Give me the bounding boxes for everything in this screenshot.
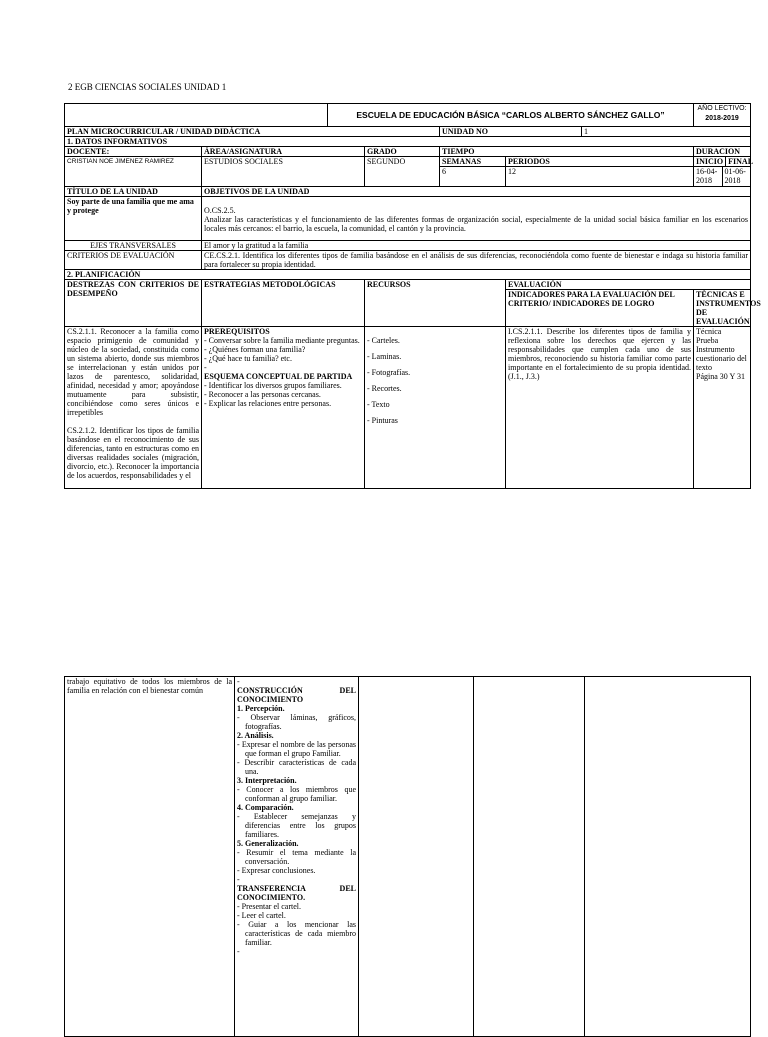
transfer-item: - Leer el cartel. bbox=[237, 911, 356, 920]
recursos-header: RECURSOS bbox=[365, 280, 506, 327]
tecnicas-cont-cell bbox=[585, 677, 751, 1037]
recursos-cont-cell bbox=[359, 677, 474, 1037]
area-label: ÁREA/ASIGNATURA bbox=[202, 147, 365, 157]
recurso-item: - Recortes. bbox=[367, 384, 503, 393]
objetivos-value bbox=[202, 197, 751, 241]
estrategias-cont-cell bbox=[235, 677, 359, 1037]
step-item: - Observar láminas, gráficos, fotografías. bbox=[237, 713, 356, 731]
dash-line: - bbox=[237, 875, 240, 884]
duracion-label: DURACION bbox=[694, 147, 751, 157]
prerequisito-item bbox=[204, 363, 362, 372]
step-item: - Conocer a los miembros que conforman al grupo familiar. bbox=[237, 785, 356, 803]
recurso-item: - Pinturas bbox=[367, 416, 503, 425]
tecnica-line: cuestionario del texto bbox=[696, 354, 747, 372]
criterios-value: CE.CS.2.1. Identifica los diferentes tipos de familia basándose en el análisis de sus diferencias, reconociéndola como fuente de bienestar e indaga su historia familiar para fortalecer su propia identidad. bbox=[202, 251, 751, 270]
tecnicas-cell bbox=[694, 327, 751, 489]
criterios-label: CRITERIOS DE EVALUACIÓN bbox=[65, 251, 202, 270]
esquema-item: - Explicar las relaciones entre personas. bbox=[204, 399, 362, 408]
destrezas-cont-cell: trabajo equitativo de todos los miembros de la familia en relación con el bienestar común bbox=[65, 677, 235, 1037]
estrategias-cell bbox=[202, 327, 365, 489]
destreza-1: CS.2.1.1. Reconocer a la familia como espacio primigenio de comunidad y núcleo de la sociedad, constituida como un sistema abierto, donde sus miembros se interrelacionan y están unidos por lazos de parentesco, solidaridad, afinidad, necesidad y amor; apoyándose mutuamente para subsistir, concibiéndose como seres únicos e irrepetibles bbox=[67, 327, 199, 417]
recurso-item: - Texto bbox=[367, 400, 503, 409]
final-value: 01-06-2018 bbox=[722, 167, 751, 186]
docente-label: DOCENTE: bbox=[65, 147, 202, 157]
planning-table bbox=[64, 103, 761, 489]
step-percepcion: 1. Percepción. bbox=[237, 704, 285, 713]
step-item: - Expresar el nombre de las personas que forman el grupo Familiar. bbox=[237, 740, 356, 758]
school-year bbox=[694, 104, 751, 127]
objetivo-text: Analizar las características y el funcionamiento de las diferentes formas de organización social, especialmente de la unidad social básica familiar en los escenarios locales más cercanos: el barrio, la escuela, la comunidad, el cantón y la provincia. bbox=[204, 215, 749, 233]
unit-value: 1 bbox=[582, 127, 751, 137]
document-title: 2 EGB CIENCIAS SOCIALES UNIDAD 1 bbox=[68, 82, 227, 92]
tecnica-line: Técnica bbox=[696, 327, 722, 336]
dash-line: - bbox=[237, 947, 240, 956]
year-label: AÑO LECTIVO: bbox=[697, 105, 747, 112]
prerequisito-item: - ¿Qué hace tu familia? etc. bbox=[204, 354, 362, 363]
section-planificacion: 2. PLANIFICACIÓN bbox=[65, 270, 751, 280]
indicador-cont-cell bbox=[474, 677, 585, 1037]
estrategias-header: ESTRATEGIAS METODOLÓGICAS bbox=[202, 280, 365, 327]
prerequisito-item: - Conversar sobre la familia mediante preguntas. bbox=[204, 336, 362, 345]
school-name: ESCUELA DE EDUCACIÓN BÁSICA “CARLOS ALBERTO SÁNCHEZ GALLO” bbox=[328, 104, 694, 127]
titulo-value: Soy parte de una familia que me ama y protege bbox=[65, 197, 202, 241]
year-value: 2018-2019 bbox=[705, 115, 739, 122]
dash-line: - bbox=[237, 677, 240, 686]
header-empty-cell bbox=[65, 104, 328, 127]
final-label: FINAL bbox=[725, 157, 755, 166]
tecnicas-header: TÉCNICAS E INSTRUMENTOS DE EVALUACIÓN bbox=[694, 290, 751, 327]
inicio-final-labels bbox=[694, 157, 754, 167]
recurso-item: - Laminas. bbox=[367, 352, 503, 361]
prerequisitos-title: PREREQUISITOS bbox=[204, 327, 270, 336]
ejes-value: El amor y la gratitud a la familia bbox=[202, 241, 751, 251]
unit-label: UNIDAD NO bbox=[440, 127, 582, 137]
recurso-item: - Carteles. bbox=[367, 336, 503, 345]
area-value: ESTUDIOS SOCIALES bbox=[202, 157, 365, 187]
step-interpretacion: 3. Interpretación. bbox=[237, 776, 297, 785]
grado-value: SEGUNDO bbox=[365, 157, 440, 187]
evaluacion-header: EVALUACIÓN bbox=[506, 280, 751, 290]
grado-label: GRADO bbox=[365, 147, 440, 157]
semanas-label: SEMANAS bbox=[440, 157, 506, 167]
tecnica-line: Página 30 Y 31 bbox=[696, 372, 745, 381]
destrezas-header: DESTREZAS CON CRITERIOS DE DESEMPEÑO bbox=[65, 280, 202, 327]
semanas-value: 6 bbox=[440, 167, 506, 187]
recursos-cell bbox=[365, 327, 506, 489]
step-generalizacion: 5. Generalización. bbox=[237, 839, 299, 848]
ejes-label: EJES TRANSVERSALES bbox=[65, 241, 202, 251]
step-item: - Describir características de cada una. bbox=[237, 758, 356, 776]
destreza-2: CS.2.1.2. Identificar los tipos de familia basándose en el reconocimiento de sus diferencias, tanto en estructuras como en diversas realidades sociales (migración, divorcio, etc.). Reconocer la importancia de los acuerdos, responsabilidades y el bbox=[67, 426, 199, 480]
transferencia-title: TRANSFERENCIA DEL CONOCIMIENTO. bbox=[237, 884, 356, 902]
esquema-item: - Identificar los diversos grupos familiares. bbox=[204, 381, 362, 390]
step-item: - Expresar conclusiones. bbox=[237, 866, 356, 875]
planning-table-continued bbox=[64, 676, 751, 1037]
step-comparacion: 4. Comparación. bbox=[237, 803, 294, 812]
objetivo-code: O.CS.2.5. bbox=[204, 206, 236, 215]
inicio-final-values bbox=[694, 167, 751, 187]
transfer-item: - Presentar el cartel. bbox=[237, 902, 356, 911]
prerequisito-item: - ¿Quiénes forman una familia? bbox=[204, 345, 362, 354]
esquema-title: ESQUEMA CONCEPTUAL DE PARTIDA bbox=[204, 372, 353, 381]
indicadores-header: INDICADORES PARA LA EVALUACIÓN DEL CRITERIO/ INDICADORES DE LOGRO bbox=[506, 290, 694, 327]
inicio-label: INICIO bbox=[696, 157, 724, 166]
titulo-label: TÍTULO DE LA UNIDAD bbox=[65, 187, 202, 197]
construccion-title: CONSTRUCCIÓN DEL CONOCIMIENTO bbox=[237, 686, 356, 704]
step-item: - Resumir el tema mediante la conversación. bbox=[237, 848, 356, 866]
tiempo-label: TIEMPO bbox=[440, 147, 694, 157]
docente-value: CRISTIAN NOE JIMENEZ RAMIREZ bbox=[65, 157, 202, 187]
objetivos-label: OBJETIVOS DE LA UNIDAD bbox=[202, 187, 751, 197]
inicio-value: 16-04-2018 bbox=[696, 167, 718, 185]
esquema-item: - Reconocer a las personas cercanas. bbox=[204, 390, 362, 399]
tecnica-line: Instrumento bbox=[696, 345, 735, 354]
recurso-item: - Fotografías. bbox=[367, 368, 503, 377]
periodos-label: PERIODOS bbox=[506, 157, 694, 167]
tecnica-line: Prueba bbox=[696, 336, 719, 345]
section-datos-informativos: 1. DATOS INFORMATIVOS bbox=[65, 137, 751, 147]
step-item: - Establecer semejanzas y diferencias entre los grupos familiares. bbox=[237, 812, 356, 839]
periodos-value: 12 bbox=[506, 167, 694, 187]
plan-label: PLAN MICROCURRICULAR / UNIDAD DIDÁCTICA bbox=[65, 127, 440, 137]
destrezas-cell bbox=[65, 327, 202, 489]
indicador-cell: I.CS.2.1.1. Describe los diferentes tipos de familia y reflexiona sobre los derechos que ejercen y las responsabilidades que cumplen cada uno de sus miembros, reconociendo su historia familiar como parte importante en el fortalecimiento de su propia identidad. (J.1., J.3.) bbox=[506, 327, 694, 489]
step-analisis: 2. Análisis. bbox=[237, 731, 274, 740]
transfer-item: - Guiar a los mencionar las características de cada miembro familiar. bbox=[237, 920, 356, 947]
